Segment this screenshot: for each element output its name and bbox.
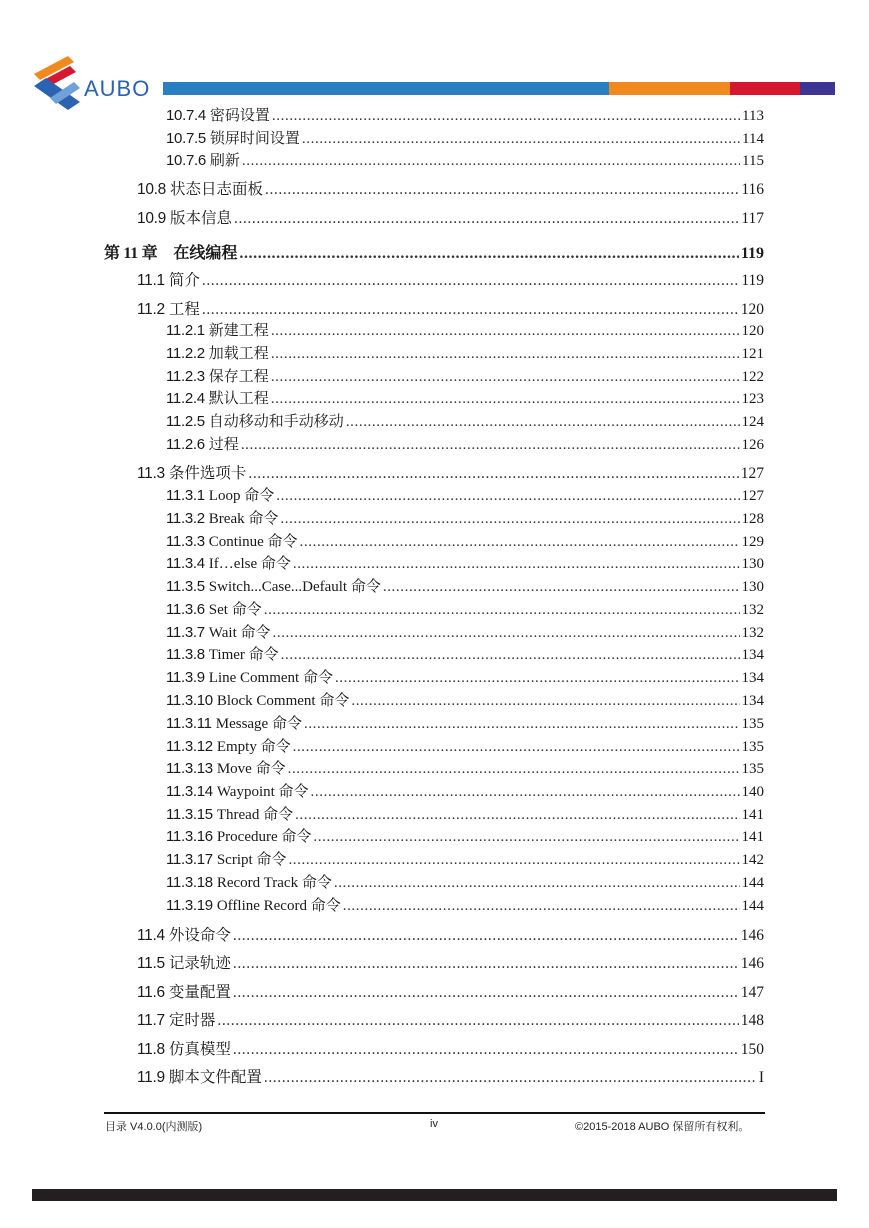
toc-entry-page: 146: [740, 955, 764, 972]
toc-entry-number: 11.2.4: [166, 390, 205, 407]
toc-entry-number: 11.3.14: [166, 783, 213, 800]
header-bar-blue: [163, 82, 609, 95]
toc-entry-number: 11.9: [137, 1069, 165, 1086]
toc-leader-dots: [242, 153, 740, 170]
toc-entry[interactable]: [166, 410, 764, 431]
toc-entry-page: 147: [740, 984, 764, 1001]
toc-entry-number: 11.8: [137, 1041, 165, 1058]
toc-entry[interactable]: [137, 951, 764, 973]
toc-leader-dots: [334, 875, 740, 892]
toc-entry[interactable]: [166, 507, 764, 528]
toc-entry-page: 121: [741, 346, 764, 362]
toc-entry-title: 仿真模型: [168, 1041, 231, 1058]
toc-leader-dots: [239, 245, 739, 263]
toc-entry[interactable]: [166, 575, 764, 596]
toc-entry-title: 条件选项卡: [168, 465, 247, 482]
toc-entry-page: 135: [741, 761, 764, 777]
toc-entry-number: 11.3.12: [166, 738, 213, 755]
toc-leader-dots: [271, 346, 740, 363]
toc-leader-dots: [276, 488, 739, 505]
toc-entry-number: 11.3.11: [166, 715, 212, 732]
toc-entry-number: 第 11 章: [104, 245, 158, 262]
toc-entry-title: 在线编程: [173, 245, 238, 262]
toc-entry[interactable]: [166, 127, 764, 148]
toc-leader-dots: [300, 534, 740, 551]
toc-entry-number: 11.3.6: [166, 601, 205, 618]
toc-entry-title: 新建工程: [208, 323, 269, 339]
toc-entry-page: 128: [741, 511, 764, 527]
toc-entry-title: 脚本文件配置: [168, 1069, 262, 1086]
toc-entry-number: 11.7: [137, 1012, 165, 1029]
toc-entry-title: 状态日志面板: [169, 181, 263, 198]
toc-entry-number: 11.3.17: [166, 851, 213, 868]
toc-entry-number: 11.2.5: [166, 413, 205, 430]
toc-entry-title: Empty 命令: [216, 739, 291, 755]
footer-doc-version: 目录 V4.0.0(内测版): [105, 1121, 203, 1133]
toc-entry-number: 11.2: [137, 301, 165, 318]
toc-entry-number: 11.6: [137, 984, 165, 1001]
toc-entry-page: 134: [741, 670, 764, 686]
toc-leader-dots: [271, 369, 740, 386]
toc-entry-number: 11.3.8: [166, 646, 205, 663]
toc-entry-page: 130: [741, 579, 764, 595]
toc-entry-number: 11.3.19: [166, 897, 213, 914]
toc-entry[interactable]: [166, 387, 764, 408]
toc-entry-title: 加载工程: [208, 346, 269, 362]
toc-entry[interactable]: [166, 552, 764, 573]
toc-entry-page: 116: [741, 181, 764, 198]
toc-entry-title: 工程: [168, 301, 200, 318]
toc-leader-dots: [383, 579, 740, 596]
toc-leader-dots: [272, 108, 740, 125]
toc-leader-dots: [241, 437, 740, 454]
toc-entry-title: 变量配置: [168, 984, 231, 1001]
toc-entry[interactable]: [166, 780, 764, 801]
toc-entry-title: Loop 命令: [208, 488, 275, 504]
toc-leader-dots: [295, 807, 739, 824]
toc-entry-number: 11.2.6: [166, 436, 205, 453]
toc-entry-page: I: [758, 1069, 764, 1086]
toc-entry-title: 过程: [208, 437, 239, 453]
toc-entry-title: Wait 命令: [208, 625, 271, 641]
toc-leader-dots: [233, 927, 739, 945]
toc-entry-number: 11.3.2: [166, 510, 205, 527]
toc-entry[interactable]: [137, 177, 764, 199]
header-bar-red: [730, 82, 800, 95]
toc-leader-dots: [311, 784, 740, 801]
toc-entry-title: Waypoint 命令: [216, 784, 309, 800]
toc-leader-dots: [313, 829, 739, 846]
toc-entry-page: 129: [741, 534, 764, 550]
toc-entry[interactable]: [137, 268, 764, 290]
toc-entry[interactable]: [137, 923, 764, 945]
toc-entry-page: 144: [741, 898, 764, 914]
toc-leader-dots: [271, 391, 740, 408]
toc-entry-page: 135: [741, 716, 764, 732]
toc-entry[interactable]: [166, 365, 764, 386]
toc-entry[interactable]: [166, 621, 764, 642]
footer-copyright: ©2015-2018 AUBO 保留所有权利。: [575, 1121, 750, 1133]
toc-entry-title: Continue 命令: [208, 534, 298, 550]
toc-entry[interactable]: [166, 894, 764, 915]
toc-leader-dots: [346, 414, 740, 431]
toc-leader-dots: [288, 852, 739, 869]
toc-entry-page: 123: [741, 391, 764, 407]
toc-entry-page: 119: [740, 245, 764, 262]
toc-entry[interactable]: [137, 297, 764, 319]
toc-entry-number: 10.9: [137, 210, 166, 227]
toc-entry-title: Line Comment 命令: [208, 670, 333, 686]
toc-entry-number: 11.2.3: [166, 368, 205, 385]
toc-leader-dots: [233, 984, 739, 1002]
toc-leader-dots: [273, 625, 740, 642]
toc-entry[interactable]: [166, 643, 764, 664]
toc-entry-number: 11.3.13: [166, 760, 213, 777]
bottom-bar: [32, 1189, 837, 1201]
toc-entry[interactable]: [166, 433, 764, 454]
toc-entry-number: 10.8: [137, 181, 166, 198]
toc-entry-title: Thread 命令: [216, 807, 294, 823]
toc-leader-dots: [264, 1069, 757, 1087]
toc-entry-title: 定时器: [168, 1012, 216, 1029]
toc-entry-page: 134: [741, 693, 764, 709]
logo-text: AUBO: [84, 76, 151, 101]
toc-entry-page: 141: [741, 829, 764, 845]
toc-entry-title: Procedure 命令: [216, 829, 312, 845]
toc-entry[interactable]: [104, 240, 764, 263]
toc-entry-page: 117: [741, 210, 764, 227]
toc-entry-number: 11.3.7: [166, 624, 205, 641]
toc-entry[interactable]: [166, 598, 764, 619]
toc-entry-number: 11.3.15: [166, 806, 213, 823]
toc-leader-dots: [265, 181, 739, 199]
toc-entry-number: 11.3.5: [166, 578, 205, 595]
toc-entry-title: 默认工程: [208, 391, 269, 407]
toc-entry-page: 140: [741, 784, 764, 800]
toc-entry-number: 11.1: [137, 272, 165, 289]
toc-entry-page: 119: [741, 272, 764, 289]
toc-entry-number: 11.3.9: [166, 669, 205, 686]
toc-entry-title: If…else 命令: [208, 556, 291, 572]
toc-entry-title: Timer 命令: [208, 647, 279, 663]
toc-leader-dots: [343, 898, 740, 915]
toc-leader-dots: [293, 739, 740, 756]
toc-entry-number: 11.3.1: [166, 487, 205, 504]
toc-entry-title: Switch...Case...Default 命令: [208, 579, 381, 595]
toc-entry[interactable]: [137, 1065, 764, 1087]
toc-entry-number: 10.7.6: [166, 152, 206, 169]
toc-entry[interactable]: [166, 757, 764, 778]
toc-entry-title: Script 命令: [216, 852, 287, 868]
toc-entry[interactable]: [166, 319, 764, 340]
toc-entry-page: 130: [741, 556, 764, 572]
toc-entry-page: 120: [741, 323, 764, 339]
toc-leader-dots: [234, 210, 739, 228]
aubo-logo-icon: [30, 52, 90, 114]
toc-entry-page: 135: [741, 739, 764, 755]
toc-entry-page: 120: [740, 301, 764, 318]
toc-entry-page: 144: [741, 875, 764, 891]
toc-entry-page: 115: [742, 153, 764, 169]
toc-entry[interactable]: [166, 484, 764, 505]
toc-leader-dots: [217, 1012, 738, 1030]
toc-entry-title: 自动移动和手动移动: [208, 414, 344, 430]
toc-entry-page: 132: [741, 602, 764, 618]
toc-entry[interactable]: [166, 825, 764, 846]
toc-leader-dots: [302, 131, 740, 148]
toc-leader-dots: [264, 602, 740, 619]
toc-entry[interactable]: [166, 104, 764, 125]
toc-entry-number: 11.3.4: [166, 555, 205, 572]
toc-entry[interactable]: [166, 848, 764, 869]
toc-entry-page: 127: [741, 488, 764, 504]
header-bar-purple: [800, 82, 835, 95]
toc-entry[interactable]: [166, 530, 764, 551]
toc-entry-page: 146: [740, 927, 764, 944]
toc-entry-page: 148: [740, 1012, 764, 1029]
toc-entry[interactable]: [166, 803, 764, 824]
toc-entry-number: 11.4: [137, 927, 165, 944]
toc-entry[interactable]: [166, 149, 764, 170]
toc-entry-page: 134: [741, 647, 764, 663]
toc-leader-dots: [281, 647, 740, 664]
toc-entry-page: 132: [741, 625, 764, 641]
toc-entry-number: 10.7.5: [166, 130, 206, 147]
toc-entry-page: 150: [740, 1041, 764, 1058]
toc-entry-number: 11.2.2: [166, 345, 205, 362]
toc-leader-dots: [293, 556, 740, 573]
toc-entry-page: 124: [741, 414, 764, 430]
toc-entry[interactable]: [137, 1008, 764, 1030]
footer-divider: [104, 1112, 765, 1114]
toc-entry-page: 114: [742, 131, 764, 147]
toc-entry-number: 11.5: [137, 955, 165, 972]
toc-entry-title: 密码设置: [209, 108, 270, 124]
toc-entry-title: Break 命令: [208, 511, 279, 527]
toc-leader-dots: [271, 323, 740, 340]
toc-entry-number: 11.3.10: [166, 692, 213, 709]
toc-entry-title: 锁屏时间设置: [209, 131, 300, 147]
toc-leader-dots: [233, 1041, 739, 1059]
toc-entry-title: Set 命令: [208, 602, 262, 618]
toc-entry-number: 11.2.1: [166, 322, 205, 339]
toc-entry-title: 刷新: [209, 153, 240, 169]
toc-leader-dots: [248, 465, 738, 483]
toc-entry[interactable]: [166, 871, 764, 892]
toc-entry-number: 10.7.4: [166, 107, 206, 124]
toc-leader-dots: [280, 511, 739, 528]
toc-entry[interactable]: [166, 342, 764, 363]
toc-entry-title: Block Comment 命令: [216, 693, 350, 709]
toc-leader-dots: [304, 716, 740, 733]
toc-entry[interactable]: [137, 1037, 764, 1059]
toc-entry-title: 保存工程: [208, 369, 269, 385]
toc-entry-title: Message 命令: [215, 716, 302, 732]
toc-entry[interactable]: [166, 712, 764, 733]
toc-leader-dots: [351, 693, 739, 710]
toc-leader-dots: [288, 761, 740, 778]
toc-entry-number: 11.3.3: [166, 533, 205, 550]
toc-entry-page: 122: [741, 369, 764, 385]
toc-entry-title: 简介: [168, 272, 200, 289]
toc-entry-number: 11.3: [137, 465, 165, 482]
toc-entry[interactable]: [166, 735, 764, 756]
toc-entry-title: Record Track 命令: [216, 875, 332, 891]
toc-entry-page: 142: [741, 852, 764, 868]
toc-entry[interactable]: [137, 206, 764, 228]
toc-entry-title: 记录轨迹: [168, 955, 231, 972]
toc-entry[interactable]: [137, 980, 764, 1002]
toc-entry-number: 11.3.16: [166, 828, 213, 845]
toc-entry[interactable]: [166, 689, 764, 710]
toc-leader-dots: [202, 272, 739, 290]
toc-leader-dots: [202, 301, 739, 319]
toc-leader-dots: [233, 955, 739, 973]
toc-entry-page: 126: [741, 437, 764, 453]
toc-entry[interactable]: [166, 666, 764, 687]
toc-entry-page: 113: [742, 108, 764, 124]
toc-entry-title: Move 命令: [216, 761, 286, 777]
toc-entry-page: 127: [740, 465, 764, 482]
toc-entry-number: 11.3.18: [166, 874, 213, 891]
toc-entry-title: 外设命令: [168, 927, 231, 944]
toc-entry-page: 141: [741, 807, 764, 823]
toc-entry-title: Offline Record 命令: [216, 898, 341, 914]
toc-entry[interactable]: [137, 461, 764, 483]
toc-leader-dots: [335, 670, 740, 687]
footer-page-number: iv: [430, 1118, 438, 1130]
header-bar-orange: [609, 82, 730, 95]
toc-entry-title: 版本信息: [169, 210, 232, 227]
